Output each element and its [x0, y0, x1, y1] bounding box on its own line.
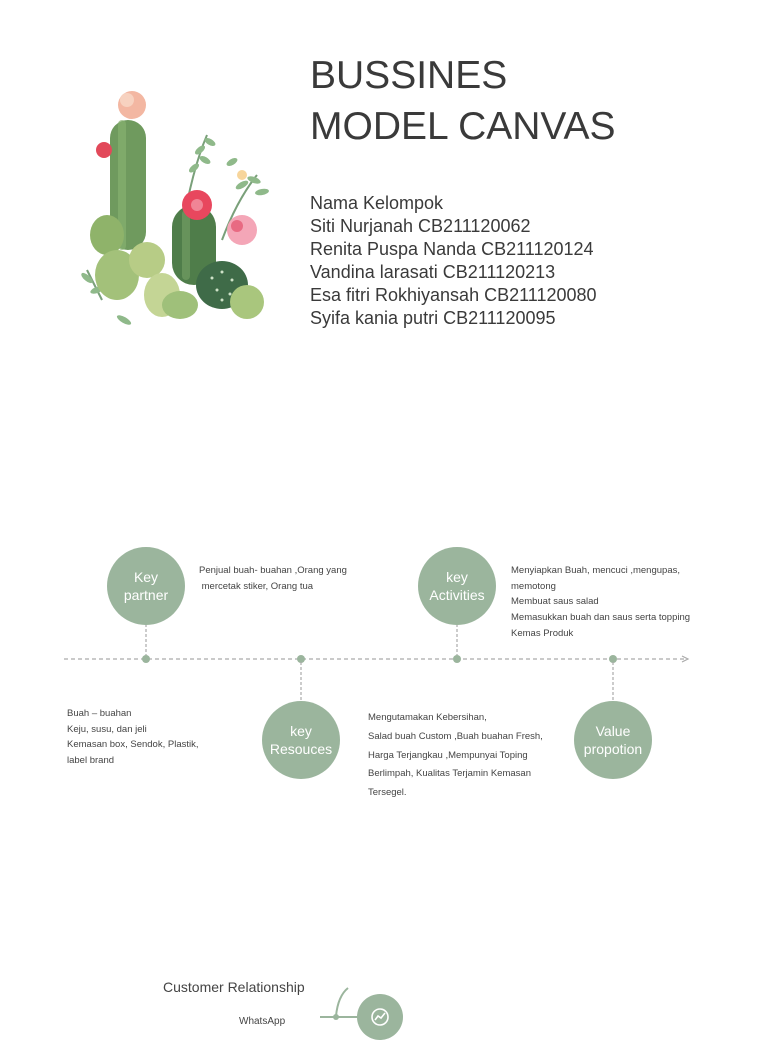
node-label: Resouces [269, 741, 333, 757]
desc-line: Berlimpah, Kualitas Terjamin Kemasan [368, 768, 531, 780]
timeline-dot [453, 655, 461, 663]
node-key-resources [262, 701, 340, 779]
customer-relationship-connector [318, 986, 360, 1024]
group-members [310, 192, 597, 330]
node-key-partner [107, 547, 185, 625]
desc-key-activities [511, 563, 690, 642]
timeline-dot [609, 655, 617, 663]
node-label: Value [595, 723, 631, 739]
page-title [310, 50, 616, 152]
desc-line: Buah – buahan [67, 708, 132, 719]
desc-key-resources [67, 706, 199, 769]
node-label: key [290, 723, 312, 739]
node-value-proposition [574, 701, 652, 779]
desc-line: Harga Terjangkau ,Mempunyai Toping [368, 749, 528, 761]
desc-line: Kemasan box, Sendok, Plastik, [67, 739, 199, 751]
node-label: propotion [583, 741, 643, 757]
member-item: Esa fitri Rokhiyansah CB211120080 [310, 285, 597, 305]
member-item: Vandina larasati CB211120213 [310, 262, 556, 282]
chart-icon [369, 1006, 391, 1028]
title-line-2: MODEL CANVAS [310, 105, 616, 148]
node-label: Key [133, 569, 159, 585]
node-label: Activities [429, 587, 485, 603]
desc-line: Keju, susu, dan jeli [67, 723, 147, 735]
desc-line: Membuat saus salad [511, 596, 599, 608]
member-item: Syifa kania putri CB211120095 [310, 308, 556, 328]
desc-line: Memasukkan buah dan saus serta topping [511, 612, 691, 624]
customer-relationship-item: WhatsApp [239, 1016, 286, 1027]
group-label: Nama Kelompok [310, 193, 444, 213]
desc-line: Kemas Produk [511, 627, 574, 639]
desc-line: Penjual buah- buahan ,Orang yang [199, 565, 347, 576]
desc-value-proposition [368, 709, 543, 803]
title-line-1: BUSSINES [310, 54, 508, 97]
timeline-dot [142, 655, 150, 663]
node-label: key [446, 569, 468, 585]
desc-line: memotong [511, 580, 556, 592]
desc-line: label brand [67, 755, 115, 767]
desc-line: Tersegel. [368, 787, 407, 799]
desc-key-partner [199, 563, 347, 594]
timeline-dot [297, 655, 305, 663]
customer-relationship-node [357, 994, 403, 1040]
timeline [62, 652, 702, 666]
desc-line: mercetak stiker, Orang tua [199, 580, 314, 592]
node-key-activities [418, 547, 496, 625]
desc-line: Salad buah Custom ,Buah buahan Fresh, [368, 730, 543, 742]
member-item: Siti Nurjanah CB211120062 [310, 216, 531, 236]
node-label: partner [123, 587, 169, 603]
member-item: Renita Puspa Nanda CB211120124 [310, 239, 594, 259]
desc-line: Menyiapkan Buah, mencuci ,mengupas, [511, 565, 680, 576]
customer-relationship-title: Customer Relationship [163, 979, 305, 995]
cactus-illustration-icon [72, 80, 282, 340]
desc-line: Mengutamakan Kebersihan, [368, 712, 487, 723]
